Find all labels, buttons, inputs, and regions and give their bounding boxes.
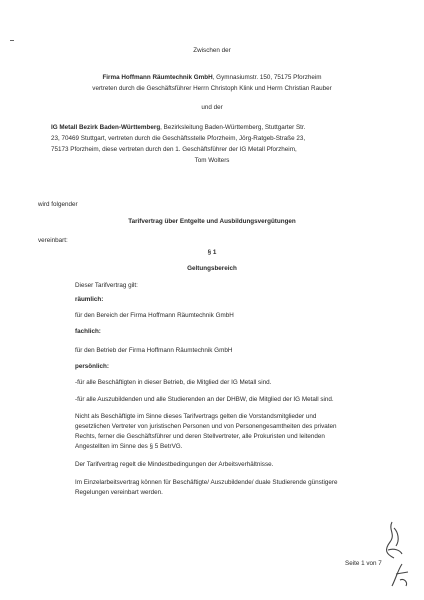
fachlich-text: für den Betrieb der Firma Hoffmann Räumtechnik GmbH (75, 347, 233, 354)
exclusion-line-4: Angestellten im Sinne des § 5 BetrVG. (75, 443, 183, 450)
section-number: § 1 (207, 249, 217, 256)
party1-name: Firma Hoffmann Räumtechnik GmbH (102, 74, 213, 81)
contract-title: Tarifvertrag über Entgelte und Ausbildungsvergütungen (128, 218, 296, 225)
exclusion-line-3: Rechts, ferner die Geschäftsführer und deren Stellvertreter, alle Prokuristen und leitenden (75, 433, 325, 440)
fachlich-label: fachlich: (75, 328, 101, 335)
wird-folgender-text: wird folgender (38, 201, 78, 208)
party1-line2: vertreten durch die Geschäftsführer Herrn Christoph Klink und Herrn Christian Rauber (92, 85, 332, 92)
individual-contract-line-1: Im Einzelarbeitsvertrag können für Beschäftigte/ Auszubildende/ duale Studierende günstigere (75, 479, 338, 486)
raeumlich-label: räumlich: (75, 296, 104, 303)
minimum-conditions: Der Tarifvertrag regelt die Mindestbedingungen der Arbeitsverhältnisse. (75, 461, 274, 468)
party2-line1 (51, 124, 305, 132)
party1-line1 (0, 74, 424, 82)
und-der-text: und der (201, 104, 223, 111)
persoenlich-label: persönlich: (75, 363, 109, 370)
party2-name: IG Metall Bezirk Baden-Württemberg (51, 124, 161, 131)
scope-intro: Dieser Tarifvertrag gilt: (75, 282, 138, 289)
party2-address: , Bezirksleitung Baden-Württemberg, Stuttgarter Str. (160, 124, 306, 131)
signature-mark-upper (382, 520, 406, 560)
raeumlich-text: für den Bereich der Firma Hoffmann Räumtechnik GmbH (75, 312, 234, 319)
exclusion-line-2: gesetzlichen Vertreter von juristischen Personen und von Personengesamtheiten des privaten (75, 423, 337, 430)
party2-line4: Tom Wolters (194, 157, 230, 164)
party1-address: , Gymnasiumstr. 150, 75175 Pforzheim (212, 74, 322, 81)
exclusion-line-1: Nicht als Beschäftigte im Sinne dieses Tarifvertrags gelten die Vorstandsmitglieder und (75, 413, 317, 420)
section-title: Geltungsbereich (187, 265, 237, 272)
persoenlich-item-2: -für alle Auszubildenden und alle Studierenden an der DHBW, die Mitglied der IG Metall sind. (75, 396, 334, 403)
persoenlich-item-1: -für alle Beschäftigten in dieser Betrieb, die Mitglied der IG Metall sind. (75, 379, 272, 386)
individual-contract-line-2: Regelungen vereinbart werden. (75, 489, 163, 496)
party2-line3: 75173 Pforzheim, diese vertreten durch den 1. Geschäftsführer der IG Metall Pforzheim, (51, 146, 297, 153)
page-number: Seite 1 von 7 (345, 560, 382, 567)
signature-mark-lower (388, 560, 412, 590)
zwischen-text: Zwischen der (193, 47, 231, 54)
punch-mark (10, 40, 14, 41)
party2-line2: 23, 70469 Stuttgart, vertreten durch die Geschäftsstelle Pforzheim, Jörg-Ratgeb-Straße 23, (51, 135, 306, 142)
vereinbart-text: vereinbart: (38, 237, 68, 244)
